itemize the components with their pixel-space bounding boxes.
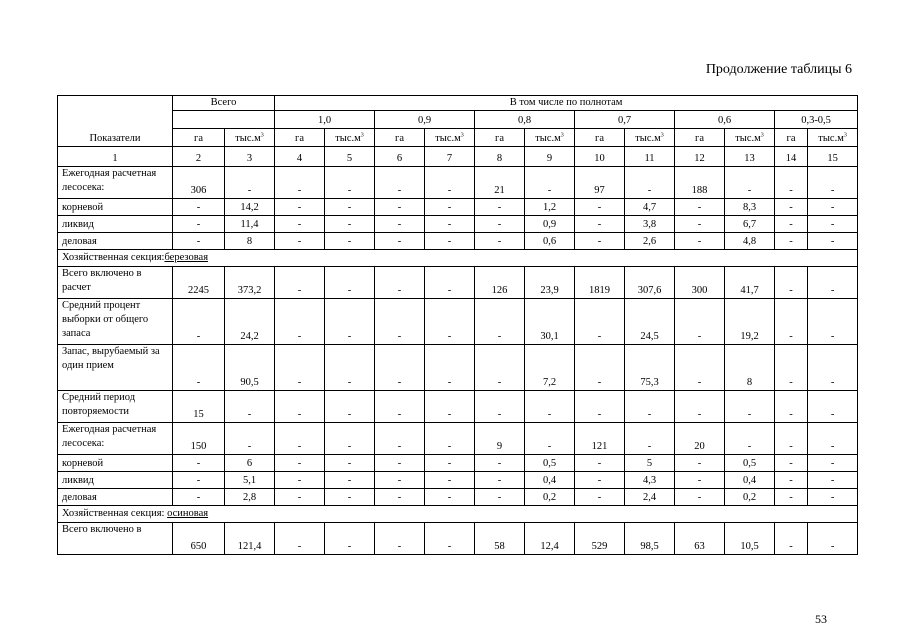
row-label: Запас, вырубаемый за один прием [58,345,173,391]
unit-volume-exponent: 3 [760,132,764,139]
table-cell: - [575,299,625,345]
column-number: 6 [375,147,425,167]
header-unit-ha: га [275,129,325,147]
table-cell: 6,7 [725,216,775,233]
block-birch [58,267,858,506]
table-cell: 0,4 [725,472,775,489]
table-cell: 188 [675,167,725,199]
table-cell: 8 [725,345,775,391]
table-cell: - [375,216,425,233]
table-row [58,455,858,472]
unit-volume-exponent: 3 [660,132,664,139]
column-number: 1 [58,147,173,167]
table-cell: - [325,345,375,391]
table-cell: - [725,423,775,455]
table-cell: - [475,233,525,250]
table-cell: - [808,345,858,391]
table-cell: 11,4 [225,216,275,233]
table-cell: - [475,391,525,423]
column-number: 13 [725,147,775,167]
table-caption: Продолжение таблицы 6 [705,62,852,77]
column-number: 15 [808,147,858,167]
table-cell: - [625,167,675,199]
header-density: 0,6 [675,111,775,129]
unit-volume-text: тыс.м [235,133,261,144]
table-row [58,167,858,199]
table-row [58,472,858,489]
column-number: 10 [575,147,625,167]
table-cell: - [375,423,425,455]
table-cell: - [275,216,325,233]
data-table [57,95,858,555]
table-cell: - [775,345,808,391]
column-number-row [58,147,858,167]
table-cell: - [325,299,375,345]
table-cell: - [725,167,775,199]
table-cell: - [808,299,858,345]
table-cell: - [275,391,325,423]
table-cell: 0,2 [725,489,775,506]
column-number: 2 [173,147,225,167]
table-cell: - [173,345,225,391]
table-cell: 0,5 [525,455,575,472]
table-cell: 4,8 [725,233,775,250]
table-cell: 97 [575,167,625,199]
table-cell: - [675,216,725,233]
table-cell: - [808,233,858,250]
unit-volume-exponent: 3 [843,132,847,139]
table-cell: - [775,267,808,299]
table-cell: - [325,472,375,489]
table-cell: - [675,299,725,345]
table-cell: 98,5 [625,523,675,555]
header-unit-volume [325,129,375,147]
column-number: 11 [625,147,675,167]
table-cell: 8,3 [725,199,775,216]
table-cell: - [275,423,325,455]
table-cell: 373,2 [225,267,275,299]
table-row [58,345,858,391]
table-cell: 0,6 [525,233,575,250]
table-cell: - [173,472,225,489]
table-cell: - [325,216,375,233]
table-cell: - [575,455,625,472]
table-cell: - [275,267,325,299]
table-cell: - [475,216,525,233]
header-unit-ha: га [575,129,625,147]
table-cell: - [173,216,225,233]
table-cell: - [425,199,475,216]
table-row [58,299,858,345]
table-cell: 23,9 [525,267,575,299]
table-cell: 4,7 [625,199,675,216]
header-unit-volume [808,129,858,147]
section-birch-name: березовая [164,252,209,263]
table-cell: - [375,345,425,391]
header-unit-volume [225,129,275,147]
table-cell: - [375,233,425,250]
table-cell: 121,4 [225,523,275,555]
header-unit-volume [625,129,675,147]
table-row [58,216,858,233]
unit-volume-text: тыс.м [335,133,361,144]
table-cell: 2,8 [225,489,275,506]
table-cell: 14,2 [225,199,275,216]
table-cell: 126 [475,267,525,299]
column-number: 7 [425,147,475,167]
table-cell: - [425,423,475,455]
table-cell: 1,2 [525,199,575,216]
column-number: 8 [475,147,525,167]
row-label: корневой [58,455,173,472]
table-cell: - [425,345,475,391]
section-aspen-name: осиновая [167,508,209,519]
section-aspen-prefix: Хозяйственная секция: [62,508,168,519]
table-cell: - [275,455,325,472]
table-cell: - [325,167,375,199]
table-cell: - [575,233,625,250]
header-total: Всего [173,96,275,111]
header-by-density: В том числе по полнотам [275,96,858,111]
table-cell: - [425,216,475,233]
row-label: Всего включено в расчет [58,267,173,299]
table-row [58,267,858,299]
row-label: ликвид [58,216,173,233]
table-cell: - [425,489,475,506]
table-cell: - [425,167,475,199]
unit-volume-exponent: 3 [460,132,464,139]
table-cell: - [325,199,375,216]
unit-volume-text: тыс.м [535,133,561,144]
table-cell: 650 [173,523,225,555]
row-label: ликвид [58,472,173,489]
table-cell: - [808,199,858,216]
table-cell: 30,1 [525,299,575,345]
table-cell: 41,7 [725,267,775,299]
table-cell: - [425,455,475,472]
table-cell: - [808,167,858,199]
table-cell: - [675,391,725,423]
table-cell: 0,5 [725,455,775,472]
table-cell: 5,1 [225,472,275,489]
table-cell: 2245 [173,267,225,299]
block-total [58,167,858,250]
table-cell: - [525,167,575,199]
table-cell: - [475,299,525,345]
header-unit-ha: га [475,129,525,147]
table-cell: - [775,391,808,423]
table-row [58,233,858,250]
table-cell: - [173,455,225,472]
table-cell: - [325,391,375,423]
table-cell: - [475,345,525,391]
table-cell: - [725,391,775,423]
header-unit-ha: га [173,129,225,147]
header-unit-volume [525,129,575,147]
table-cell: 19,2 [725,299,775,345]
table-row [58,489,858,506]
unit-volume-exponent: 3 [360,132,364,139]
table-cell: - [775,423,808,455]
table-cell: - [173,489,225,506]
table-cell: - [325,423,375,455]
table-cell: - [425,267,475,299]
table-cell: - [425,299,475,345]
table-cell: - [325,523,375,555]
table-cell: - [525,423,575,455]
table-cell: - [173,299,225,345]
table-cell: - [475,489,525,506]
table-cell: - [375,455,425,472]
table-cell: - [325,455,375,472]
table-cell: - [275,472,325,489]
table-cell: - [425,391,475,423]
table-cell: - [325,267,375,299]
table-cell: - [475,455,525,472]
table-cell: - [375,489,425,506]
table-cell: - [675,345,725,391]
row-label: Ежегодная расчетная лесосека: [58,423,173,455]
table-cell: - [675,455,725,472]
page-number: 53 [815,612,827,626]
table-cell: - [775,489,808,506]
row-label: деловая [58,233,173,250]
table-cell: - [225,391,275,423]
unit-volume-text: тыс.м [435,133,461,144]
table-row [58,199,858,216]
header-unit-ha: га [675,129,725,147]
table-cell: - [275,345,325,391]
table-cell: 6 [225,455,275,472]
table-cell: - [675,233,725,250]
unit-header-row [58,129,858,147]
table-cell: - [808,489,858,506]
section-birch [58,250,858,267]
section-birch-prefix: Хозяйственная секция: [62,252,165,263]
table-cell: - [375,167,425,199]
table-cell: - [575,489,625,506]
table-cell: 5 [625,455,675,472]
column-number: 12 [675,147,725,167]
table-cell: 121 [575,423,625,455]
header-density: 0,9 [375,111,475,129]
table-cell: - [775,167,808,199]
table-cell: - [275,233,325,250]
table-cell: - [173,233,225,250]
table-cell: - [775,216,808,233]
unit-volume-text: тыс.м [735,133,761,144]
table-cell: - [425,233,475,250]
table-cell: - [325,233,375,250]
table-cell: - [808,216,858,233]
table-cell: 75,3 [625,345,675,391]
table-cell: - [775,233,808,250]
unit-volume-exponent: 3 [260,132,264,139]
table-row [58,391,858,423]
table-cell: - [808,455,858,472]
table-cell: - [525,391,575,423]
table-cell: - [808,472,858,489]
table-cell: - [375,299,425,345]
table-cell: - [173,199,225,216]
table-cell: - [775,523,808,555]
header-density: 0,7 [575,111,675,129]
table-cell: 3,8 [625,216,675,233]
table-cell: 150 [173,423,225,455]
column-number: 3 [225,147,275,167]
header-unit-ha: га [375,129,425,147]
column-number: 14 [775,147,808,167]
table-cell: 20 [675,423,725,455]
table-cell: 63 [675,523,725,555]
header-unit-ha: га [775,129,808,147]
table-cell: - [375,523,425,555]
table-cell: - [775,472,808,489]
table-cell: 2,6 [625,233,675,250]
table-cell: - [675,199,725,216]
header-density: 0,3-0,5 [775,111,858,129]
table-cell: 21 [475,167,525,199]
table-cell: - [475,472,525,489]
table-cell: - [375,199,425,216]
table-cell: - [675,489,725,506]
table-cell: - [625,423,675,455]
header-total-blank [173,111,275,129]
unit-volume-text: тыс.м [635,133,661,144]
table-cell: - [808,267,858,299]
row-label: Всего включено в [58,523,173,555]
table-cell: - [275,199,325,216]
table-cell: 529 [575,523,625,555]
row-label: Ежегодная расчетная лесосека: [58,167,173,199]
unit-volume-exponent: 3 [560,132,564,139]
table-cell: - [275,167,325,199]
table-cell: - [375,267,425,299]
row-label: Средний процент выборки от общего запаса [58,299,173,345]
table-cell: - [575,472,625,489]
table-cell: 307,6 [625,267,675,299]
table-cell: 12,4 [525,523,575,555]
column-number: 4 [275,147,325,167]
header-density: 1,0 [275,111,375,129]
table-row [58,423,858,455]
table-cell: - [808,391,858,423]
table-row [58,523,858,555]
table-cell: - [375,391,425,423]
table-cell: - [425,472,475,489]
header-indicators: Показатели [58,96,173,147]
table-cell: - [575,216,625,233]
block-aspen [58,523,858,555]
unit-volume-text: тыс.м [818,133,844,144]
table-cell: - [275,299,325,345]
table-cell: - [625,391,675,423]
table-cell: - [425,523,475,555]
table-cell: 10,5 [725,523,775,555]
density-header-row [58,111,858,129]
table-cell: - [775,299,808,345]
table-cell: 0,4 [525,472,575,489]
row-label: Средний период повторяемости [58,391,173,423]
table-cell: - [575,199,625,216]
table-cell: 1819 [575,267,625,299]
table-cell: - [325,489,375,506]
table-cell: - [808,423,858,455]
header-density: 0,8 [475,111,575,129]
table-cell: - [775,199,808,216]
row-label: корневой [58,199,173,216]
table-cell: 8 [225,233,275,250]
table-cell: 9 [475,423,525,455]
table-cell: 300 [675,267,725,299]
table-cell: 7,2 [525,345,575,391]
table-cell: - [225,423,275,455]
table-cell: - [275,489,325,506]
table-cell: 24,5 [625,299,675,345]
table-cell: 24,2 [225,299,275,345]
table-cell: 2,4 [625,489,675,506]
header-unit-volume [725,129,775,147]
table-cell: 0,9 [525,216,575,233]
table-cell: - [775,455,808,472]
table-cell: - [808,523,858,555]
table-cell: - [575,391,625,423]
column-number: 5 [325,147,375,167]
table-cell: - [575,345,625,391]
row-label: деловая [58,489,173,506]
table-cell: - [675,472,725,489]
section-aspen [58,506,858,523]
table-cell: 90,5 [225,345,275,391]
table-cell: - [375,472,425,489]
table-cell: 0,2 [525,489,575,506]
table-cell: - [475,199,525,216]
table-cell: 306 [173,167,225,199]
table-cell: 15 [173,391,225,423]
table-cell: - [225,167,275,199]
table-cell: - [275,523,325,555]
table-cell: 58 [475,523,525,555]
column-number: 9 [525,147,575,167]
table-cell: 4,3 [625,472,675,489]
header-unit-volume [425,129,475,147]
